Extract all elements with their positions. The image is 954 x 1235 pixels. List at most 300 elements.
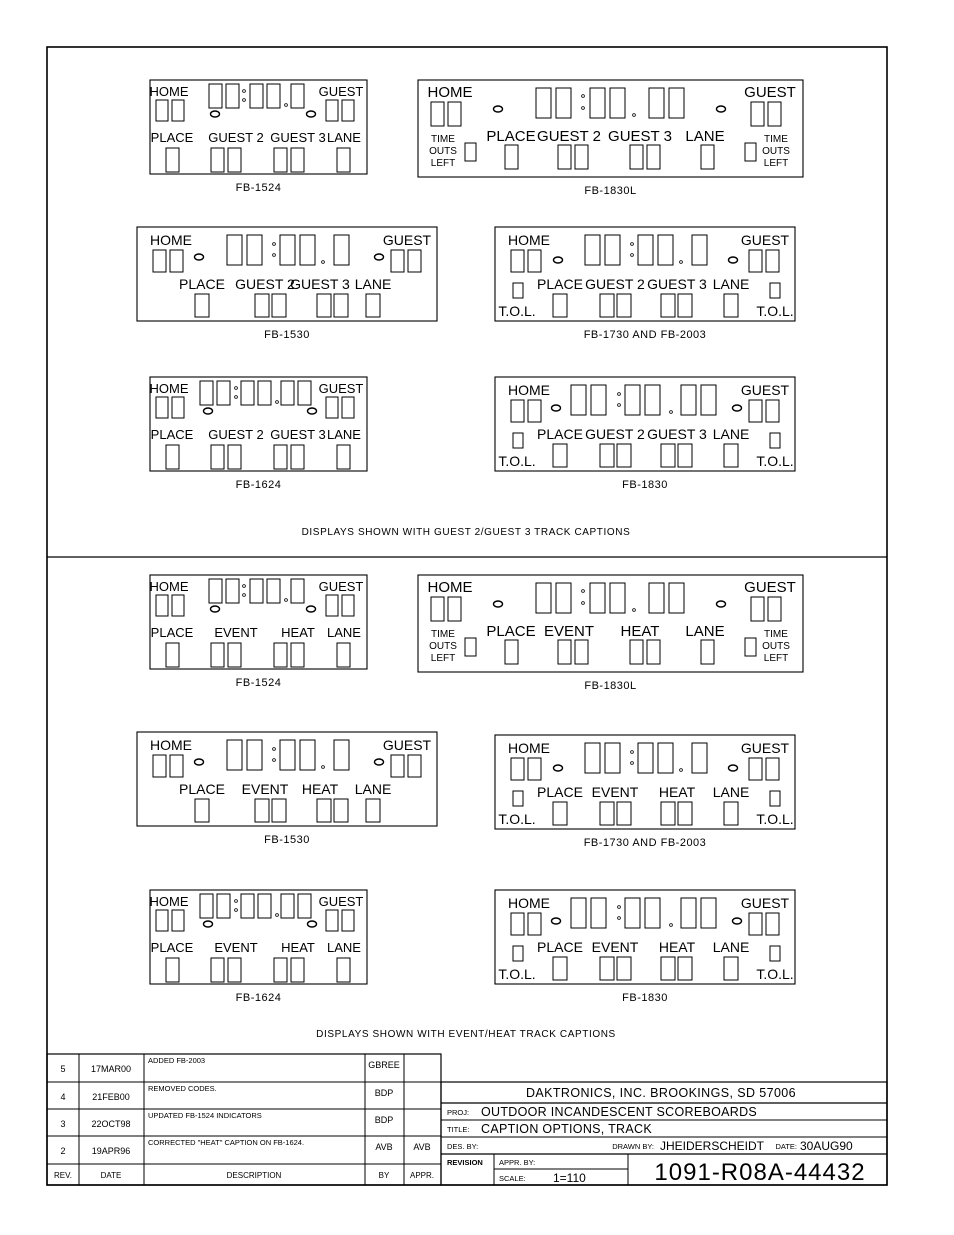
digit-cell — [228, 643, 241, 667]
designed-by-label: DES. BY: — [447, 1142, 479, 1151]
caption-label: HOME — [508, 232, 550, 248]
digit-cell — [770, 283, 780, 298]
decimal-dot — [285, 104, 288, 107]
caption-label: GUEST 3 — [290, 276, 350, 292]
scoreboard-fb-1524 — [150, 575, 368, 669]
digit-cell — [678, 957, 692, 980]
digit-cell — [317, 294, 331, 317]
digit-cell — [591, 898, 606, 928]
digit-cell — [669, 88, 684, 118]
digit-cell — [751, 102, 764, 126]
digit-cell — [692, 743, 707, 773]
colon-dot — [273, 759, 276, 762]
caption-label: GUEST — [382, 232, 432, 248]
digit-cell — [571, 385, 586, 415]
caption-label: TIME — [431, 134, 455, 145]
caption-label: GUEST 3 — [647, 426, 707, 442]
caption-label: LANE — [327, 940, 361, 955]
caption-label: GUEST 2 — [208, 427, 264, 442]
digit-cell — [291, 643, 304, 667]
caption-label: PLACE — [486, 128, 536, 145]
digit-cell — [770, 946, 780, 961]
possession-indicator — [308, 408, 317, 414]
caption-label: LANE — [685, 128, 725, 145]
digit-cell — [300, 235, 315, 265]
digit-cell — [342, 910, 354, 931]
digit-cell — [342, 595, 354, 616]
digit-cell — [749, 758, 762, 780]
digit-cell — [617, 957, 631, 980]
revision-by: AVB — [375, 1142, 393, 1152]
possession-indicator — [554, 765, 563, 771]
scoreboard-fb-1730-and-fb-2003 — [495, 735, 795, 829]
company-name: DAKTRONICS, INC. BROOKINGS, SD 57006 — [525, 1086, 797, 1100]
drawn-by: JHEIDERSCHEIDT — [660, 1139, 765, 1153]
caption-label: PLACE — [150, 130, 194, 145]
caption-label: T.O.L. — [756, 453, 794, 469]
digit-cell — [649, 583, 664, 613]
digit-cell — [247, 235, 262, 265]
caption-label: HOME — [149, 84, 189, 99]
colon-dot — [618, 393, 621, 396]
possession-indicator — [204, 921, 213, 927]
digit-cell — [170, 755, 183, 777]
digit-cell — [337, 958, 350, 982]
digit-cell — [669, 583, 684, 613]
digit-cell — [166, 445, 179, 469]
digit-cell — [749, 913, 762, 935]
digit-cell — [300, 740, 315, 770]
model-caption: FB-1624 — [235, 479, 282, 491]
caption-label: HOME — [150, 737, 192, 753]
caption-label: HOME — [508, 895, 550, 911]
digit-cell — [281, 894, 294, 918]
digit-cell — [274, 958, 287, 982]
decimal-dot — [680, 769, 683, 772]
digit-cell — [211, 958, 224, 982]
digit-cell — [166, 958, 179, 982]
scoreboard-fb-1730-and-fb-2003 — [495, 227, 795, 321]
caption-label: PLACE — [179, 781, 225, 797]
digit-cell — [465, 143, 476, 161]
scoreboard-fb-1530 — [137, 227, 437, 321]
caption-label: HEAT — [301, 781, 339, 797]
digit-cell — [766, 758, 779, 780]
decimal-dot — [322, 261, 325, 264]
digit-cell — [166, 148, 179, 172]
digit-cell — [505, 145, 518, 169]
caption-label: GUEST 2 — [537, 128, 601, 145]
caption-label: LANE — [327, 625, 361, 640]
colon-dot — [243, 99, 246, 102]
caption-label: OUTS — [762, 641, 790, 652]
digit-cell — [391, 755, 404, 777]
caption-label: GUEST — [744, 579, 796, 596]
caption-label: T.O.L. — [756, 303, 794, 319]
digit-cell — [681, 898, 696, 928]
colon-dot — [273, 243, 276, 246]
caption-label: PLACE — [150, 940, 194, 955]
digit-cell — [645, 898, 660, 928]
caption-label: PLACE — [486, 623, 536, 640]
caption-label: GUEST — [318, 579, 364, 594]
digit-cell — [291, 579, 304, 603]
digit-cell — [701, 145, 714, 169]
digit-cell — [153, 250, 166, 272]
digit-cell — [766, 250, 779, 272]
scoreboard-fb-1830l — [418, 575, 803, 672]
digit-cell — [280, 740, 295, 770]
decimal-dot — [680, 261, 683, 264]
digit-cell — [645, 385, 660, 415]
digit-cell — [770, 791, 780, 806]
digit-cell — [226, 579, 239, 603]
revision-rows — [54, 1056, 434, 1180]
caption-label: GUEST — [740, 232, 790, 248]
colon-dot — [631, 243, 634, 246]
decimal-dot — [322, 766, 325, 769]
digit-cell — [585, 235, 600, 265]
digit-cell — [195, 799, 209, 822]
digit-cell — [513, 946, 523, 961]
decimal-dot — [670, 924, 673, 927]
digit-cell — [334, 294, 348, 317]
caption-label: EVENT — [214, 625, 258, 640]
digit-cell — [605, 743, 620, 773]
possession-indicator — [195, 254, 204, 260]
digit-cell — [255, 799, 269, 822]
digit-cell — [553, 802, 567, 825]
digit-cell — [625, 898, 640, 928]
caption-label: HOME — [149, 579, 189, 594]
revision-label: REVISION — [447, 1158, 483, 1167]
digit-cell — [448, 597, 461, 621]
possession-indicator — [729, 257, 738, 263]
possession-indicator — [375, 759, 384, 765]
revision-header: BY — [378, 1171, 390, 1180]
caption-label: LANE — [327, 427, 361, 442]
digit-cell — [170, 250, 183, 272]
digit-cell — [658, 743, 673, 773]
digit-cell — [528, 400, 541, 422]
digit-cell — [156, 595, 168, 616]
digit-cell — [226, 84, 239, 108]
colon-dot — [618, 906, 621, 909]
possession-indicator — [717, 106, 726, 112]
revision-rev: 5 — [60, 1064, 66, 1074]
digit-cell — [724, 444, 738, 467]
digit-cell — [280, 235, 295, 265]
digit-cell — [431, 597, 444, 621]
digit-cell — [366, 799, 380, 822]
digit-cell — [511, 913, 524, 935]
possession-indicator — [307, 111, 316, 117]
caption-label: HEAT — [281, 625, 315, 640]
colon-dot — [631, 762, 634, 765]
caption-label: PLACE — [537, 276, 583, 292]
digit-cell — [267, 84, 280, 108]
digit-cell — [513, 283, 523, 298]
colon-dot — [235, 900, 238, 903]
digit-cell — [511, 400, 524, 422]
digit-cell — [366, 294, 380, 317]
digit-cell — [556, 88, 571, 118]
caption-label: GUEST — [740, 740, 790, 756]
colon-dot — [618, 404, 621, 407]
caption-label: GUEST 3 — [647, 276, 707, 292]
revision-desc: REMOVED CODES. — [148, 1084, 217, 1093]
caption-label: GUEST 2 — [235, 276, 295, 292]
digit-cell — [528, 758, 541, 780]
caption-label: HEAT — [658, 784, 696, 800]
revision-appr: AVB — [413, 1142, 431, 1152]
digit-cell — [724, 957, 738, 980]
digit-cell — [317, 799, 331, 822]
digit-cell — [591, 385, 606, 415]
revision-desc: ADDED FB-2003 — [148, 1056, 206, 1065]
digit-cell — [272, 799, 286, 822]
digit-cell — [281, 381, 294, 405]
digit-cell — [647, 640, 660, 664]
digit-cell — [227, 740, 242, 770]
caption-label: T.O.L. — [498, 453, 536, 469]
scoreboard-fb-1530 — [137, 732, 437, 826]
scoreboard-fb-1830 — [495, 377, 795, 471]
possession-indicator — [494, 106, 503, 112]
digit-cell — [326, 910, 338, 931]
section-caption-guest: DISPLAYS SHOWN WITH GUEST 2/GUEST 3 TRACK CAPTIONS — [301, 527, 631, 538]
digit-cell — [172, 100, 184, 121]
digit-cell — [337, 148, 350, 172]
digit-cell — [585, 743, 600, 773]
revision-rev: 3 — [60, 1119, 66, 1129]
scoreboard-fb-1830l — [418, 80, 803, 177]
revision-header: DATE — [100, 1171, 122, 1180]
possession-indicator — [308, 921, 317, 927]
digit-cell — [258, 381, 271, 405]
revision-date: 17MAR00 — [90, 1064, 132, 1074]
caption-label: GUEST — [740, 382, 790, 398]
digit-cell — [200, 381, 213, 405]
digit-cell — [511, 758, 524, 780]
digit-cell — [617, 802, 631, 825]
scoreboard-fb-1624 — [150, 377, 368, 471]
model-caption: FB-1830 — [622, 479, 668, 491]
caption-label: OUTS — [762, 146, 790, 157]
digit-cell — [751, 597, 764, 621]
digit-cell — [209, 579, 222, 603]
digit-cell — [391, 250, 404, 272]
possession-indicator — [729, 765, 738, 771]
colon-dot — [235, 396, 238, 399]
digit-cell — [749, 400, 762, 422]
colon-dot — [582, 590, 585, 593]
digit-cell — [630, 640, 643, 664]
caption-label: GUEST 2 — [585, 276, 645, 292]
caption-label: PLACE — [537, 939, 583, 955]
digit-cell — [701, 640, 714, 664]
digit-cell — [553, 294, 567, 317]
digit-cell — [661, 294, 675, 317]
caption-label: TIME — [431, 629, 455, 640]
caption-label: LANE — [712, 939, 750, 955]
digit-cell — [590, 88, 605, 118]
digit-cell — [600, 294, 614, 317]
decimal-dot — [633, 114, 636, 117]
caption-label: GUEST — [318, 84, 364, 99]
colon-dot — [243, 585, 246, 588]
caption-label: GUEST 3 — [270, 130, 326, 145]
scoreboard-fb-1524 — [150, 80, 368, 174]
digit-cell — [649, 88, 664, 118]
digit-cell — [638, 743, 653, 773]
model-caption: FB-1524 — [235, 677, 282, 689]
decimal-dot — [276, 914, 279, 917]
caption-label: T.O.L. — [498, 811, 536, 827]
digit-cell — [342, 100, 354, 121]
caption-label: T.O.L. — [756, 966, 794, 982]
possession-indicator — [211, 606, 220, 612]
digit-cell — [326, 397, 338, 418]
possession-indicator — [554, 257, 563, 263]
revision-desc: UPDATED FB-1524 INDICATORS — [148, 1111, 262, 1120]
digit-cell — [211, 643, 224, 667]
digit-cell — [172, 397, 184, 418]
digit-cell — [228, 148, 241, 172]
model-caption: FB-1730 AND FB-2003 — [583, 837, 707, 849]
caption-label: EVENT — [591, 939, 639, 955]
decimal-dot — [285, 599, 288, 602]
digit-cell — [749, 250, 762, 272]
model-caption: FB-1524 — [235, 182, 282, 194]
digit-cell — [745, 638, 756, 656]
digit-cell — [334, 235, 349, 265]
colon-dot — [243, 594, 246, 597]
digit-cell — [610, 88, 625, 118]
digit-cell — [172, 595, 184, 616]
colon-dot — [582, 107, 585, 110]
revision-header: APPR. — [409, 1171, 435, 1180]
digit-cell — [766, 913, 779, 935]
model-caption: FB-1830L — [584, 185, 637, 197]
digit-cell — [211, 148, 224, 172]
caption-label: HOME — [150, 232, 192, 248]
digit-cell — [465, 638, 476, 656]
digit-cell — [228, 445, 241, 469]
digit-cell — [617, 444, 631, 467]
revision-by: BDP — [374, 1115, 394, 1125]
caption-label: EVENT — [591, 784, 639, 800]
caption-label: HOME — [508, 382, 550, 398]
digit-cell — [209, 84, 222, 108]
possession-indicator — [375, 254, 384, 260]
caption-label: TIME — [764, 629, 788, 640]
digit-cell — [605, 235, 620, 265]
digit-cell — [661, 802, 675, 825]
digit-cell — [217, 381, 230, 405]
model-caption: FB-1530 — [264, 834, 310, 846]
digit-cell — [505, 640, 518, 664]
possession-indicator — [211, 111, 220, 117]
digit-cell — [692, 235, 707, 265]
drawn-by-label: DRAWN BY: — [612, 1142, 654, 1151]
scale-value: 1=110 — [553, 1171, 586, 1185]
caption-label: LANE — [327, 130, 361, 145]
digit-cell — [661, 444, 675, 467]
digit-cell — [625, 385, 640, 415]
caption-label: T.O.L. — [498, 303, 536, 319]
digit-cell — [658, 235, 673, 265]
section-caption-event: DISPLAYS SHOWN WITH EVENT/HEAT TRACK CAPTIONS — [316, 1029, 616, 1040]
drawing-number: 1091-R08A-44432 — [654, 1159, 866, 1186]
caption-label: LANE — [712, 426, 750, 442]
possession-indicator — [195, 759, 204, 765]
proj-label: PROJ: — [447, 1108, 470, 1117]
possession-indicator — [307, 606, 316, 612]
digit-cell — [408, 250, 421, 272]
digit-cell — [291, 445, 304, 469]
digit-cell — [274, 643, 287, 667]
digit-cell — [681, 385, 696, 415]
project-name: OUTDOOR INCANDESCENT SCOREBOARDS — [481, 1105, 758, 1119]
decimal-dot — [633, 609, 636, 612]
possession-indicator — [733, 405, 742, 411]
digit-cell — [255, 294, 269, 317]
caption-label: LEFT — [430, 653, 456, 664]
digit-cell — [334, 740, 349, 770]
digit-cell — [513, 791, 523, 806]
digit-cell — [556, 583, 571, 613]
digit-cell — [247, 740, 262, 770]
revision-by: GBREE — [368, 1060, 400, 1070]
digit-cell — [334, 799, 348, 822]
digit-cell — [241, 894, 254, 918]
decimal-dot — [670, 411, 673, 414]
revision-date: 22OCT98 — [91, 1119, 131, 1129]
caption-label: GUEST — [744, 84, 796, 101]
digit-cell — [724, 294, 738, 317]
colon-dot — [273, 254, 276, 257]
digit-cell — [291, 84, 304, 108]
digit-cell — [274, 445, 287, 469]
decimal-dot — [276, 401, 279, 404]
caption-label: LEFT — [430, 158, 456, 169]
revision-date: 21FEB00 — [92, 1092, 130, 1102]
digit-cell — [571, 898, 586, 928]
caption-label: PLACE — [537, 784, 583, 800]
digit-cell — [326, 595, 338, 616]
digit-cell — [575, 640, 588, 664]
possession-indicator — [733, 918, 742, 924]
digit-cell — [291, 148, 304, 172]
digit-cell — [337, 643, 350, 667]
colon-dot — [631, 751, 634, 754]
model-caption: FB-1624 — [235, 992, 282, 1004]
digit-cell — [298, 894, 311, 918]
digit-cell — [298, 381, 311, 405]
digit-cell — [600, 444, 614, 467]
date-label: DATE: — [775, 1142, 797, 1151]
digit-cell — [575, 145, 588, 169]
digit-cell — [770, 433, 780, 448]
digit-cell — [513, 433, 523, 448]
revision-rev: 2 — [60, 1146, 66, 1156]
revision-desc: CORRECTED "HEAT" CAPTION ON FB-1624. — [148, 1138, 305, 1147]
scoreboard-drawings — [137, 80, 803, 1004]
possession-indicator — [552, 405, 561, 411]
scoreboard-fb-1830 — [495, 890, 795, 984]
digit-cell — [558, 640, 571, 664]
